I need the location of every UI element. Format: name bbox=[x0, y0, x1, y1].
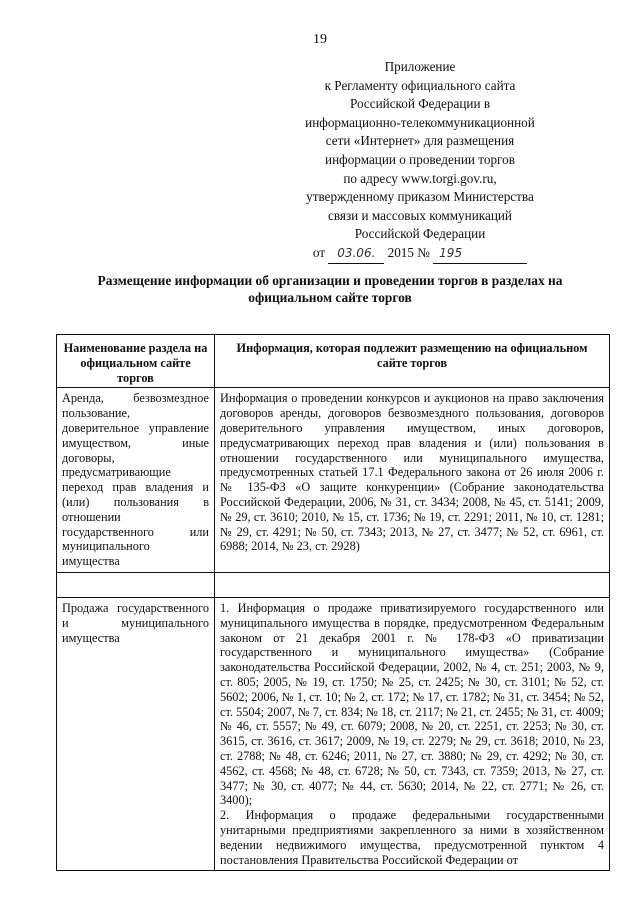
section-name-cell: Продажа государственного и муниципального имущества bbox=[57, 597, 215, 870]
page-number: 19 bbox=[313, 32, 327, 47]
appendix-line: информации о проведении торгов bbox=[325, 151, 515, 167]
appendix-line: Российской Федерации bbox=[354, 226, 486, 242]
appendix-block bbox=[250, 58, 590, 264]
appendix-line: Приложение bbox=[384, 59, 456, 74]
date-prefix: от bbox=[312, 244, 326, 260]
handwritten-number: 195 bbox=[433, 244, 527, 264]
table-spacer-row bbox=[57, 572, 610, 597]
appendix-line: утвержденному приказом Министерства bbox=[306, 189, 534, 205]
table-row bbox=[57, 597, 610, 870]
info-cell: Информация о проведении конкурсов и аукционов на право заключения договоров аренды, договоров безвозмездного пользования, договоров доверительного управления имуществом, иных договоров, предусматривающих переход прав владения и (или) пользования в отношении государственного или муниципального имущества, предусмотренных статьей 17.1 Федерального закона от 26 июля 2006 г. № 135-ФЗ «О защите конкуренции» (Собрание законодательства Российской Федерации, 2006, № 31, ст. 3434; 2008, № 45, ст. 5141; 2009, № 29, ст. 3610; 2010, № 15, ст. 1736; № 19, ст. 2291; 2011, № 10, ст. 1281; № 29, ст. 4291; № 50, ст. 7343; 2013, № 27, ст. 3477; № 52, ст. 6961, ст. 6988; 2014, № 23, ст. 2928) bbox=[215, 388, 610, 573]
info-item: 1. Информация о продаже приватизируемого государственного или муниципального имущества в порядке, предусмотренном Федеральным законом от 21 декабря 2001 г. № 178-ФЗ «О приватизации государственного и муниципального имущества» (Собрание законодательства Российской Федерации, 2002, № 4, ст. 251; 2003, № 9, ст. 805; 2005, № 19, ст. 1750; № 25, ст. 2425; № 30, ст. 3101; № 52, ст. 5602; 2006, № 1, ст. 10; № 2, ст. 172; № 17, ст. 1782; № 31, ст. 3454; № 52, ст. 5504; 2007, № 7, ст. 834; № 18, ст. 2117; № 21, ст. 2455; № 31, ст. 4009; № 46, ст. 5557; № 49, ст. 6079; 2008, № 20, ст. 2251, ст. 2253; № 30, ст. 3615, ст. 3616, ст. 3617; 2009, № 19, ст. 2279; № 29, ст. 3618; 2010, № 23, ст. 2788; № 48, ст. 6246; 2011, № 27, ст. 3880; № 29, ст. 4292; № 30, ст. 4562, ст. 4568; № 48, ст. 6728; № 50, ст. 7343, ст. 7359; 2013, № 27, ст. 3477; № 30, ст. 4077; № 44, ст. 5630; 2014, № 22, ст. 2771; № 26, ст. 3400); bbox=[220, 600, 604, 808]
order-date-line bbox=[250, 244, 590, 264]
sections-table bbox=[56, 334, 610, 871]
header-info: Информация, которая подлежит размещению на официальном сайте торгов bbox=[215, 335, 610, 388]
year-number-label: 2015 № bbox=[387, 244, 430, 260]
info-cell bbox=[215, 597, 610, 870]
appendix-line: связи и массовых коммуникаций bbox=[328, 207, 512, 223]
appendix-line: Российской Федерации в bbox=[349, 96, 491, 112]
header-section-name: Наименование раздела на официальном сайте торгов bbox=[57, 335, 215, 388]
appendix-line: по адресу www.torgi.gov.ru, bbox=[343, 170, 497, 186]
appendix-line: информационно-телекоммуникационной bbox=[305, 114, 535, 130]
table-row bbox=[57, 388, 610, 573]
table-header-row bbox=[57, 335, 610, 388]
appendix-line: сети «Интернет» для размещения bbox=[325, 133, 515, 149]
section-name-cell: Аренда, безвозмездное пользование, доверительное управление имуществом, иные договоры, предусматривающие переход прав владения и (или) пользования в отношении государственного или муниципального имущества bbox=[57, 388, 215, 573]
appendix-line: к Регламенту официального сайта bbox=[324, 77, 516, 93]
document-title: Размещение информации об организации и проведении торгов в разделах на официальном сайте торгов bbox=[97, 273, 563, 305]
info-item: 2. Информация о продаже федеральными государственными унитарными предприятиями закрепленного за ними в хозяйственном ведении недвижимого имущества, предусмотренной пунктом 4 постановления Правительства Российской Федерации от bbox=[220, 808, 604, 867]
handwritten-date: 03.06. bbox=[328, 244, 384, 264]
